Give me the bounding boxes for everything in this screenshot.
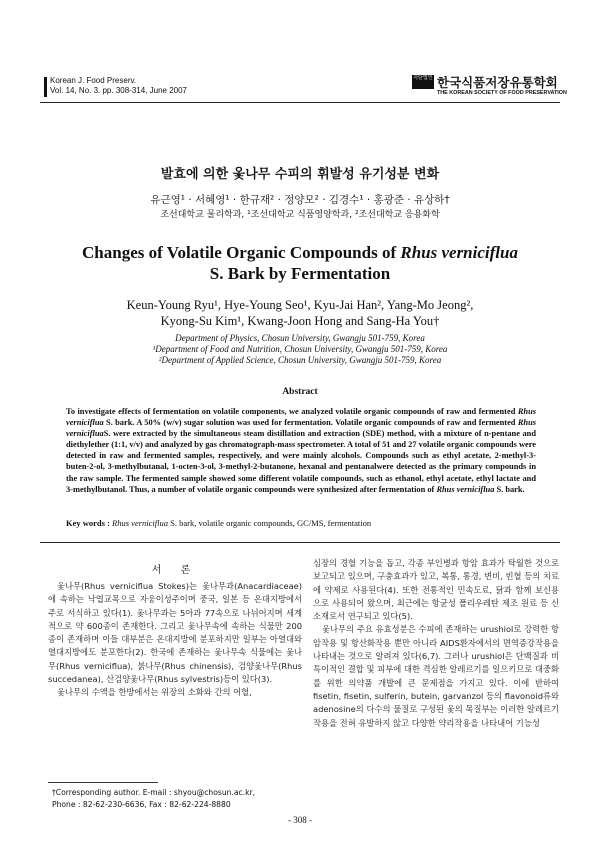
left-paragraph-2: 옻나무의 수액을 한방에서는 위장의 소화와 간의 어혈, xyxy=(57,687,252,698)
abstract-part-3: S. were extracted by the simultaneous steam distillation and extraction (SDE) method, with a mixture of n-pentane and diethylether (1:1, v/v) and analyzed by gas chromatograph-mass spectrometer. A total of 51 and 27 volatile organic compounds were detected in raw and fermented samples, respectively, and were mainly alcohols. Compounds such as ethyl acetate, 2-methyl-3-buten-2-ol, 3-methylbutanal, 1-octen-3-ol, 3-methyl-2-butanone, hexanal and pentanalwere detected as the primary compounds in the raw sample. The fermented sample showed some different volatile compounds, such as ethanol, ethyl acetate, ethyl lactate and 3-methylbutanol. Thus, a number of volatile organic compounds were synthesized after fermentation of xyxy=(66,429,536,494)
english-title-species: Rhus verniciflua xyxy=(400,243,518,262)
english-authors xyxy=(0,297,600,329)
abstract-part-4: S. bark. xyxy=(494,484,525,494)
footnote xyxy=(52,787,302,811)
right-paragraph-2: 옻나무의 주요 유효성분은 수피에 존재하는 urushiol로 강력한 항암작용 및 항산화작용 뿐만 아니라 AIDS환자에서의 면역증강작용을 나타내는 것으로 알려져 있다(6,7). 그러나 urushiol은 단백질과 비 특이적인 결합 및 피부에 대한 격심한 알레르기를 일으키므로 대중화를 위한 의약품 개발에 큰 문제점을 가지고 있다. 이에 반하여 fisetin, fisetin, sulferin, butein, garvanzol 등의 flavonoid류와 adenosine의 다수의 물질로 구성된 옻의 목질부는 이러한 알레르기 작용을 전혀 유발하지 않고 다양한 약리작용을 나타내어 기능성 xyxy=(313,624,559,728)
journal-line-2: Vol. 14, No. 3. pp. 308-314, June 2007 xyxy=(50,86,187,95)
english-title-line-2: S. Bark by Fermentation xyxy=(209,264,391,283)
footnote-line-1: †Corresponding author. E-mail : shyou@chosun.ac.kr, xyxy=(52,788,256,797)
korean-title: 발효에 의한 옻나무 수피의 휘발성 유기성분 변화 xyxy=(160,167,440,182)
keywords-species: Rhus verniciflua xyxy=(112,518,168,528)
society-name-ko: 한국식품저장유통학회 xyxy=(437,75,558,90)
english-authors-line-2: Kyong-Su Kim¹, Kwang-Joon Hong and Sang-Ha You† xyxy=(160,314,440,328)
english-affiliations xyxy=(0,333,600,366)
english-affiliation-2: ¹Department of Food and Nutrition, Chosun University, Gwangju 501-759, Korea xyxy=(152,344,448,354)
abstract-part-1: To investigate effects of fermentation on volatile components, we analyzed volatile organic compounds of raw and fermented xyxy=(66,407,518,416)
journal-line-1: Korean J. Food Preserv. xyxy=(50,76,137,85)
header-rule xyxy=(40,102,560,103)
abstract-heading: Abstract xyxy=(282,387,318,397)
society-name-en: THE KOREAN SOCIETY OF FOOD PRESERVATION xyxy=(437,90,567,96)
english-affiliation-1: Department of Physics, Chosun University, Gwangju 501-759, Korea xyxy=(175,333,425,343)
korean-authors: 유근영¹ · 서혜영¹ · 한규재² · 정양모² · 김경수¹ · 홍광준 · 유상하† xyxy=(150,194,450,206)
left-paragraph-1: 옻나무(Rhus verniciflua Stokes)는 옻나무과(Anacardiaceae)에 속하는 낙엽교목으로 자웅이성주이며 중국, 일본 등 온대지방에서 주로 서식하고 있다(1). 옻나무과는 5아과 77속으로 나뉘어지며 세계적으로 약 600종이 존재한다. 그리고 옻나무속에 속하는 식물만 200종이 존재하며 이들 대부분은 온대지방에 분포하지만 일부는 아열대와 열대지방에도 분포한다(2). 한국에 존재하는 옻나무속 식물에는 옻나무(Rhus verniciflua), 붉나무(Rhus chinensis), 검양옻나무(Rhus succedanea), 산검양옻나무(Rhus sylvestris)등이 있다(3). xyxy=(48,581,302,685)
keywords-label: Key words : xyxy=(66,518,110,528)
footnote-line-2: Phone : 82-62-230-6636, Fax : 82-62-224-8880 xyxy=(52,800,231,809)
left-column xyxy=(48,580,302,700)
abstract-species-3: Rhus verniciflua xyxy=(436,484,495,494)
abstract-species-2: Rhus verniciflua xyxy=(66,418,536,439)
right-column xyxy=(313,557,559,730)
abstract-text xyxy=(66,406,536,495)
english-authors-line-1: Keun-Young Ryu¹, Hye-Young Seo¹, Kyu-Jai Han², Yang-Mo Jeong², xyxy=(126,298,474,312)
right-paragraph-1: 심장의 경혈 기능을 돕고, 각종 부인병과 항암 효과가 탁월한 것으로 보고되고 있으며, 구충효과가 있고, 복통, 통경, 변비, 빈혈 등의 치료에 약제로 사용된다(4). 또한 전통적인 민속도료, 닭과 함께 보신용으로 사용되어 왔으며, 최근에는 항균성 폴리우레탄 제조 원료 등 신소재로서 연구되고 있다(5). xyxy=(313,558,559,622)
abstract-species-1: Rhus verniciflua xyxy=(66,407,536,428)
section-heading: 서 론 xyxy=(151,565,199,576)
english-title-prefix: Changes of Volatile Organic Compounds of xyxy=(82,243,401,262)
keywords xyxy=(66,518,536,528)
korean-affiliations: 조선대학교 물리학과, ¹조선대학교 식품영양학과, ²조선대학교 응용화학 xyxy=(160,210,440,220)
english-title xyxy=(0,242,600,284)
english-affiliation-3: ²Department of Applied Science, Chosun University, Gwangju 501-759, Korea xyxy=(158,355,442,365)
journal-bar xyxy=(44,77,47,97)
society-emblem: 사단법인 xyxy=(412,75,434,89)
page-number: - 308 - xyxy=(288,815,312,825)
abstract-part-2: S. bark. A 50% (w/v) sugar solution was used for fermentation. Volatile organic compounds of raw and fermented xyxy=(103,418,518,428)
footnote-rule xyxy=(48,782,158,783)
journal-citation xyxy=(50,76,187,96)
abstract-rule xyxy=(40,542,560,543)
keywords-rest: S. bark, volatile organic compounds, GC/MS, fermentation xyxy=(168,518,372,528)
